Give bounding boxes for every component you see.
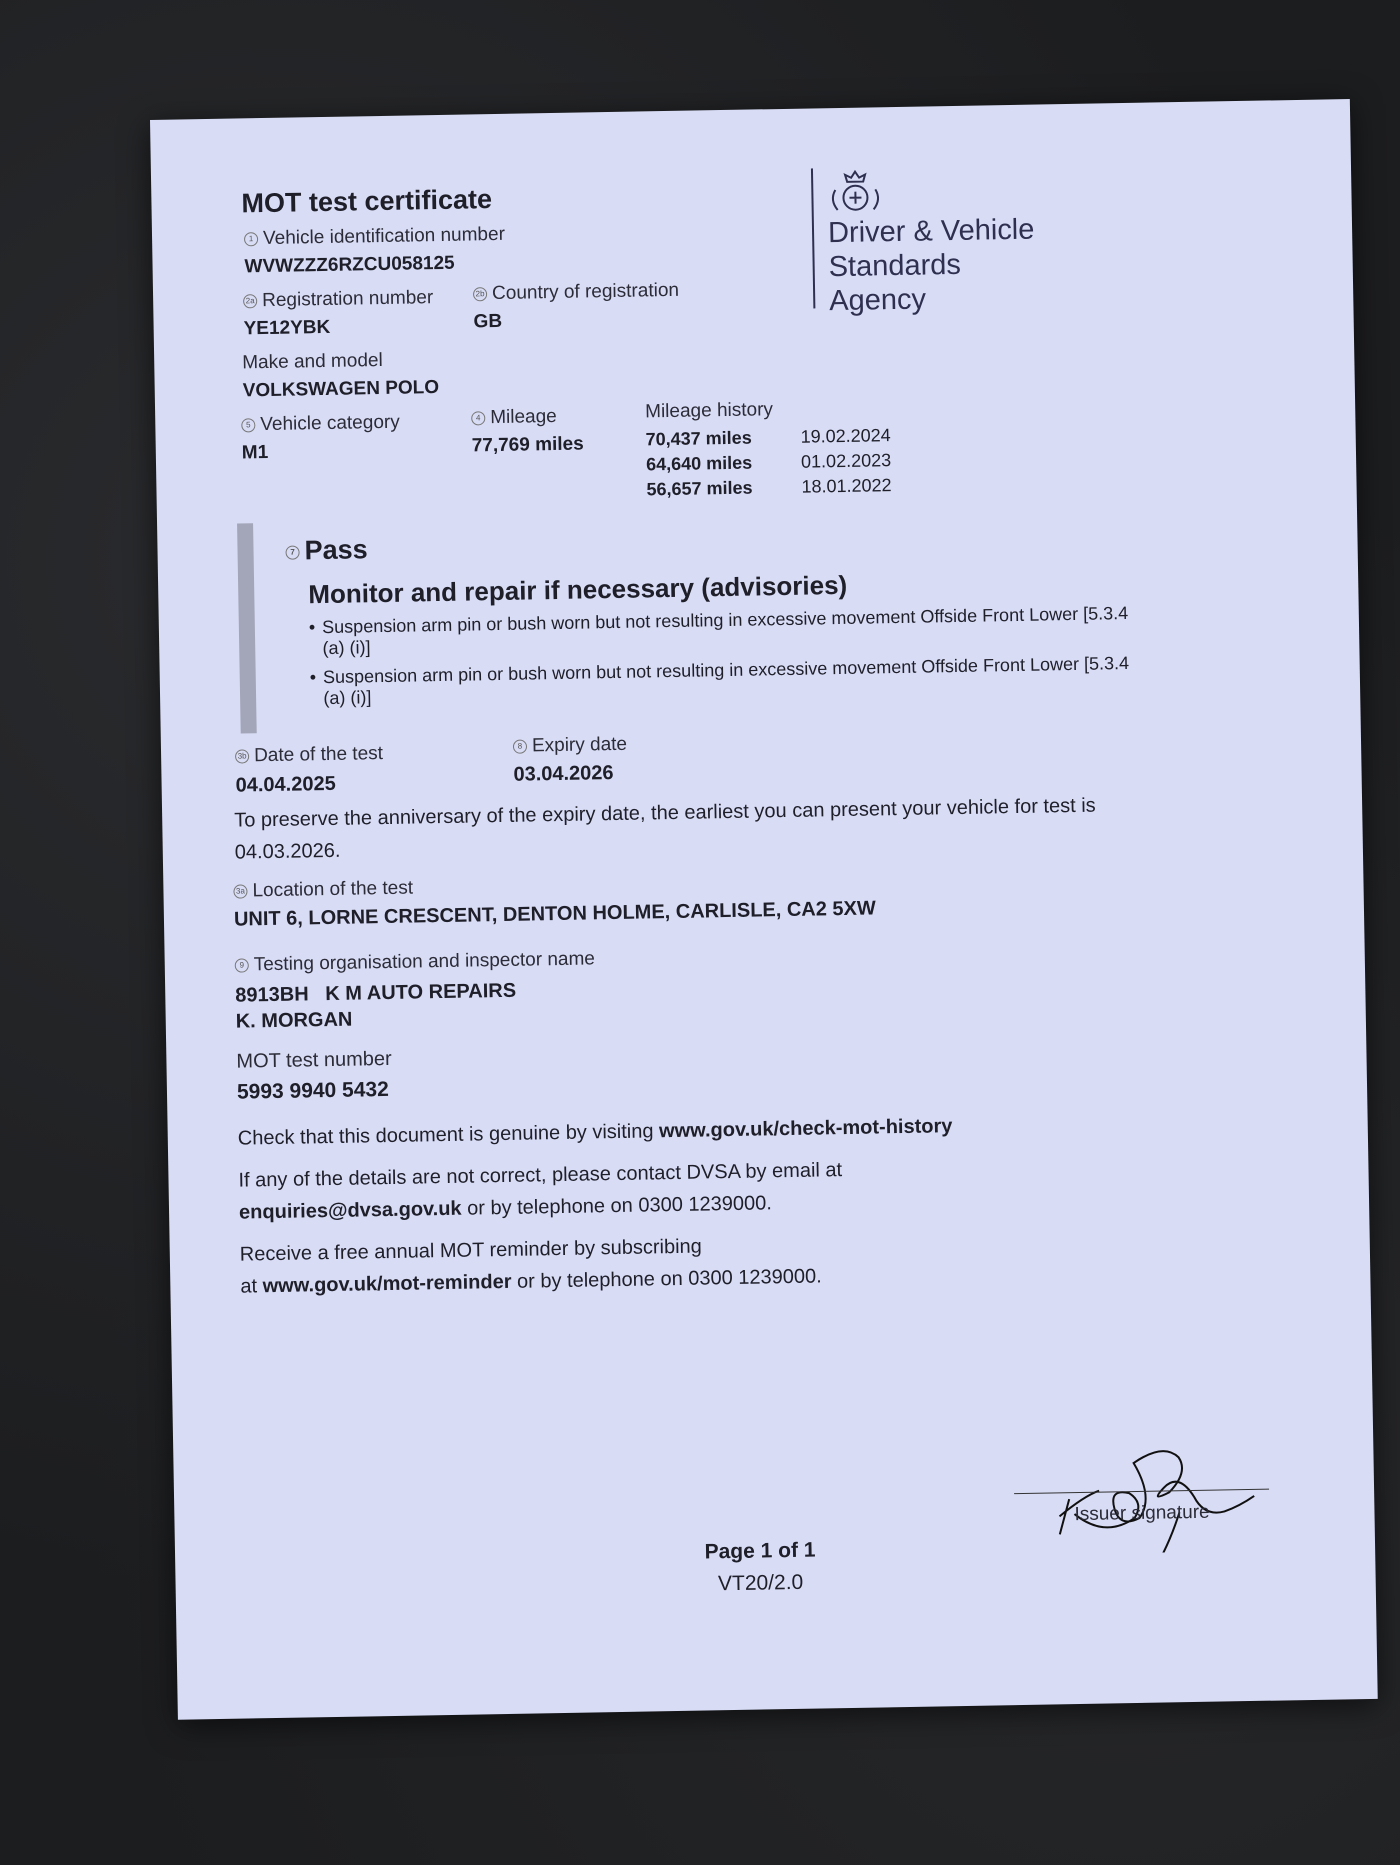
history-date: 18.01.2022 — [801, 475, 892, 497]
contact-info — [238, 1149, 1139, 1229]
registration-label — [243, 287, 433, 312]
check-mot-history-link[interactable]: www.gov.uk/check-mot-history — [658, 1115, 953, 1143]
dvsa-email-link[interactable]: enquiries@dvsa.gov.uk — [238, 1197, 462, 1224]
mileage-history-label: Mileage history — [644, 399, 774, 423]
advisory-text: Suspension arm pin or bush worn but not resulting in excessive movement Offside Front Lower [5.3.4 (a) (i)] — [322, 603, 1129, 659]
vin-value: WVWZZZ6RZCU058125 — [244, 252, 455, 278]
country-label-text: Country of registration — [491, 279, 680, 305]
reminder-phone-text: or by telephone on 0300 1239000. — [511, 1265, 822, 1293]
country-label — [473, 280, 679, 306]
history-miles: 56,657 miles — [646, 477, 753, 500]
page-number: Page 1 of 1 — [704, 1538, 816, 1564]
history-date: 19.02.2024 — [800, 425, 891, 447]
advisory-item: • Suspension arm pin or bush worn but not resulting in excessive movement Offside Front Lower [5.3.4 (a) (i)] — [310, 653, 1141, 709]
field-number: 4 — [471, 411, 485, 425]
advisories-heading: Monitor and repair if necessary (advisories) — [308, 569, 848, 610]
field-number: 5 — [241, 418, 255, 432]
field-number: 8 — [513, 740, 527, 754]
mot-reminder-link[interactable]: www.gov.uk/mot-reminder — [262, 1270, 512, 1298]
agency-line: Standards — [828, 248, 962, 284]
test-number-value: 5993 9940 5432 — [236, 1077, 389, 1104]
genuine-text: Check that this document is genuine by visiting — [237, 1120, 660, 1150]
location-label — [233, 878, 413, 903]
field-number: 2b — [473, 287, 487, 301]
result-label: Pass — [304, 534, 368, 566]
testing-org-label-text: Testing organisation and inspector name — [253, 948, 596, 976]
category-label-text: Vehicle category — [260, 411, 400, 436]
test-date-label — [235, 743, 383, 768]
agency-name — [828, 213, 1036, 319]
advisory-text: Suspension arm pin or bush worn but not resulting in excessive movement Offside Front Lower [5.3.4 (a) (i)] — [322, 652, 1130, 709]
mileage-history-table — [645, 425, 891, 504]
expiry-date-value: 03.04.2026 — [513, 762, 614, 786]
vin-label — [244, 224, 505, 251]
vin-label-text: Vehicle identification number — [262, 223, 506, 250]
contact-phone-text: or by telephone on 0300 1239000. — [461, 1192, 772, 1220]
history-date: 01.02.2023 — [800, 450, 892, 472]
crest-icon — [827, 169, 884, 219]
test-date-label-text: Date of the test — [253, 743, 384, 767]
test-number-label: MOT test number — [236, 1047, 392, 1073]
result-pass — [285, 534, 368, 566]
field-number: 3a — [233, 884, 247, 898]
location-value: UNIT 6, LORNE CRESCENT, DENTON HOLME, CARLISLE, CA2 5XW — [233, 897, 876, 931]
expiry-date-label — [513, 734, 627, 758]
signature-label: Issuer signature — [1074, 1501, 1210, 1526]
agency-divider — [811, 168, 815, 308]
inspector-name: K. MORGAN — [235, 1008, 353, 1033]
history-miles: 64,640 miles — [645, 452, 753, 475]
testing-org-value: 8913BH K M AUTO REPAIRS — [235, 979, 517, 1007]
make-model-value: VOLKSWAGEN POLO — [242, 376, 440, 402]
agency-line: Agency — [828, 283, 927, 318]
registration-value: YE12YBK — [243, 316, 331, 340]
reminder-text: Receive a free annual MOT reminder by subscribing — [239, 1235, 703, 1266]
anniversary-note: To preserve the anniversary of the expiry date, the earliest you can present your vehicle for test is 04.03.2026. — [234, 794, 1096, 864]
page-title: MOT test certificate — [241, 184, 493, 219]
form-code: VT20/2.0 — [717, 1570, 804, 1596]
test-date-value: 04.04.2025 — [235, 772, 336, 797]
mileage-value: 77,769 miles — [471, 433, 584, 457]
category-label — [241, 412, 400, 437]
history-row — [646, 475, 891, 504]
advisories-list — [309, 603, 1140, 709]
certificate-sheet — [150, 99, 1378, 1720]
history-miles: 70,437 miles — [645, 427, 752, 450]
issuer-signature — [1028, 1401, 1271, 1560]
mileage-label-text: Mileage — [490, 405, 557, 429]
make-model-label: Make and model — [242, 349, 383, 374]
expiry-date-label-text: Expiry date — [531, 733, 628, 757]
field-number: 9 — [235, 958, 249, 972]
field-number: 1 — [244, 232, 258, 246]
reminder-info — [240, 1223, 1141, 1303]
field-number: 7 — [285, 545, 299, 559]
advisory-item: • Suspension arm pin or bush worn but not resulting in excessive movement Offside Front Lower [5.3.4 (a) (i)] — [309, 603, 1140, 659]
reminder-prefix: at — [240, 1275, 263, 1298]
genuine-check — [238, 1107, 1138, 1155]
field-number: 3b — [235, 749, 249, 763]
location-label-text: Location of the test — [252, 877, 414, 902]
registration-label-text: Registration number — [261, 287, 434, 312]
field-number: 2a — [243, 294, 257, 308]
contact-text: If any of the details are not correct, please contact DVSA by email at — [238, 1159, 843, 1192]
agency-line: Driver & Vehicle — [827, 213, 1035, 250]
result-bar — [237, 523, 257, 733]
testing-org-label — [235, 948, 595, 976]
country-value: GB — [473, 310, 503, 333]
mileage-label — [471, 406, 557, 429]
category-value: M1 — [241, 441, 269, 464]
